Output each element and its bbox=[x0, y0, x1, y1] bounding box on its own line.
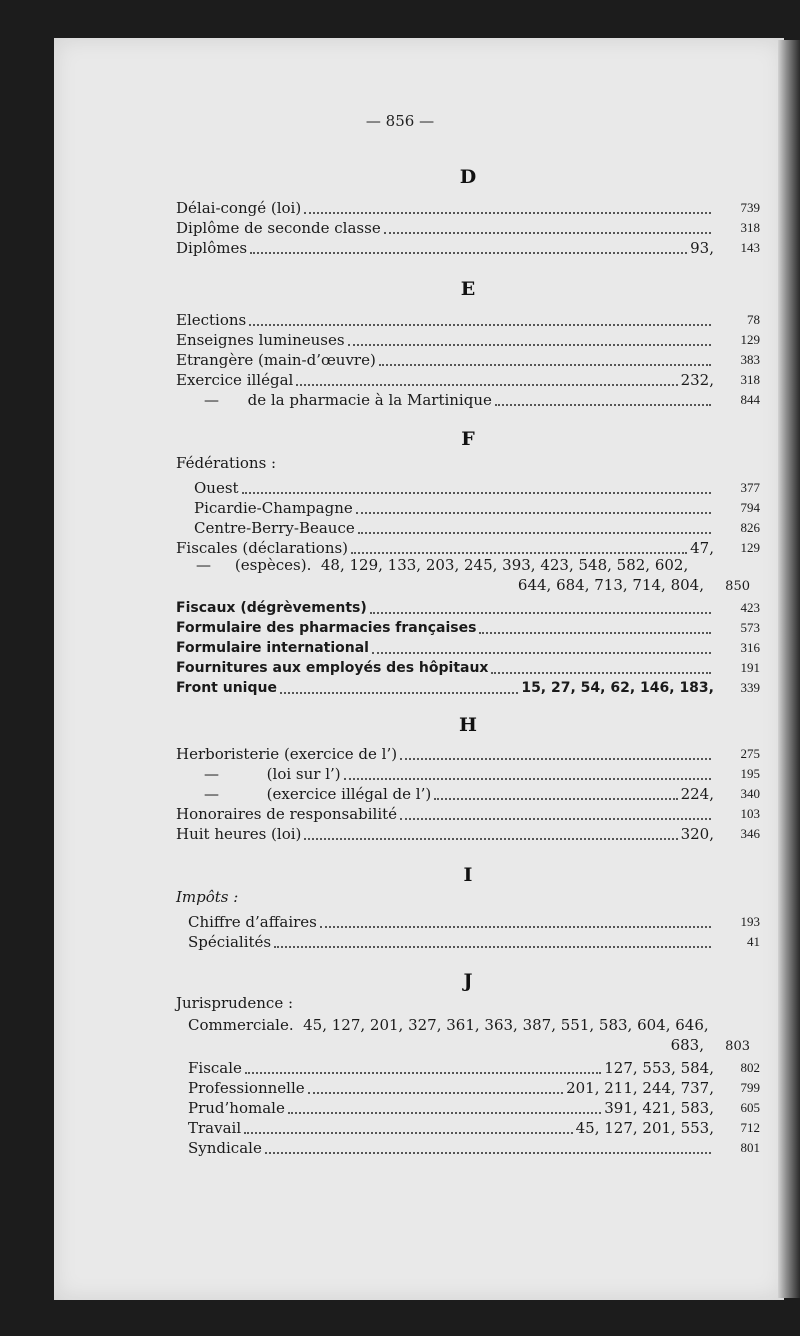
federations-heading: Fédérations : bbox=[176, 454, 277, 472]
index-subentry: Centre-Berry-Beauce 826 bbox=[194, 519, 760, 537]
index-subentry: Picardie-Champagne 794 bbox=[194, 499, 760, 517]
impots-heading: Impôts : bbox=[176, 888, 239, 906]
index-entry: Huit heures (loi) 320, 346 bbox=[176, 825, 760, 843]
index-entry: Etrangère (main-d’œuvre) 383 bbox=[176, 351, 760, 369]
jurisprudence-heading: Jurisprudence : bbox=[176, 994, 294, 1012]
index-entry: Herboristerie (exercice de l’) 275 bbox=[176, 745, 760, 763]
section-letter-f: F bbox=[461, 428, 475, 450]
index-subentry: Syndicale 801 bbox=[188, 1139, 760, 1157]
index-entry: Elections 78 bbox=[176, 311, 760, 329]
index-subentry: Travail 45, 127, 201, 553, 712 bbox=[188, 1119, 760, 1137]
section-letter-d: D bbox=[459, 166, 477, 188]
index-subentry: — (loi sur l’) 195 bbox=[204, 765, 760, 783]
commerciale-line1: Commerciale. 45, 127, 201, 327, 361, 363, 387, 551, 583, 604, 646, bbox=[188, 1016, 709, 1034]
index-entry: Enseignes lumineuses 129 bbox=[176, 331, 760, 349]
index-entry: Diplôme de seconde classe 318 bbox=[176, 219, 760, 237]
index-entry: Délai-congé (loi) 739 bbox=[176, 199, 760, 217]
index-entry: Formulaire international 316 bbox=[176, 640, 760, 656]
index-subentry: Professionnelle 201, 211, 244, 737, 799 bbox=[188, 1079, 760, 1097]
especes-entry-line2: 644, 684, 713, 714, 804, 850 bbox=[517, 576, 750, 594]
index-subentry: — de la pharmacie à la Martinique 844 bbox=[204, 391, 760, 409]
page-edge-shadow bbox=[778, 40, 800, 1298]
index-subentry: Ouest 377 bbox=[194, 479, 760, 497]
index-entry: Formulaire des pharmacies françaises 573 bbox=[176, 620, 760, 636]
index-entry: Fournitures aux employés des hôpitaux 191 bbox=[176, 660, 760, 676]
section-letter-j: J bbox=[463, 970, 473, 992]
index-entry: Exercice illégal 232, 318 bbox=[176, 371, 760, 389]
especes-entry-line1: — (espèces). 48, 129, 133, 203, 245, 393, 423, 548, 582, 602, bbox=[196, 556, 689, 574]
index-subentry: — (exercice illégal de l’) 224, 340 bbox=[204, 785, 760, 803]
index-subentry: Fiscale 127, 553, 584, 802 bbox=[188, 1059, 760, 1077]
index-entry: Honoraires de responsabilité 103 bbox=[176, 805, 760, 823]
section-letter-i: I bbox=[463, 864, 473, 886]
index-entry: Fiscaux (dégrèvements) 423 bbox=[176, 600, 760, 616]
index-subentry: Prud’homale 391, 421, 583, 605 bbox=[188, 1099, 760, 1117]
index-entry: Diplômes 93, 143 bbox=[176, 239, 760, 257]
section-letter-e: E bbox=[460, 278, 476, 300]
index-entry: Fiscales (déclarations) 47, 129 bbox=[176, 539, 760, 557]
commerciale-line2: 683, 803 bbox=[670, 1036, 750, 1054]
index-subentry: Spécialités 41 bbox=[188, 933, 760, 951]
index-subentry: Chiffre d’affaires 193 bbox=[188, 913, 760, 931]
index-entry: Front unique 15, 27, 54, 62, 146, 183, 339 bbox=[176, 680, 760, 696]
page-number: — 856 — bbox=[365, 112, 435, 130]
section-letter-h: H bbox=[459, 714, 477, 736]
